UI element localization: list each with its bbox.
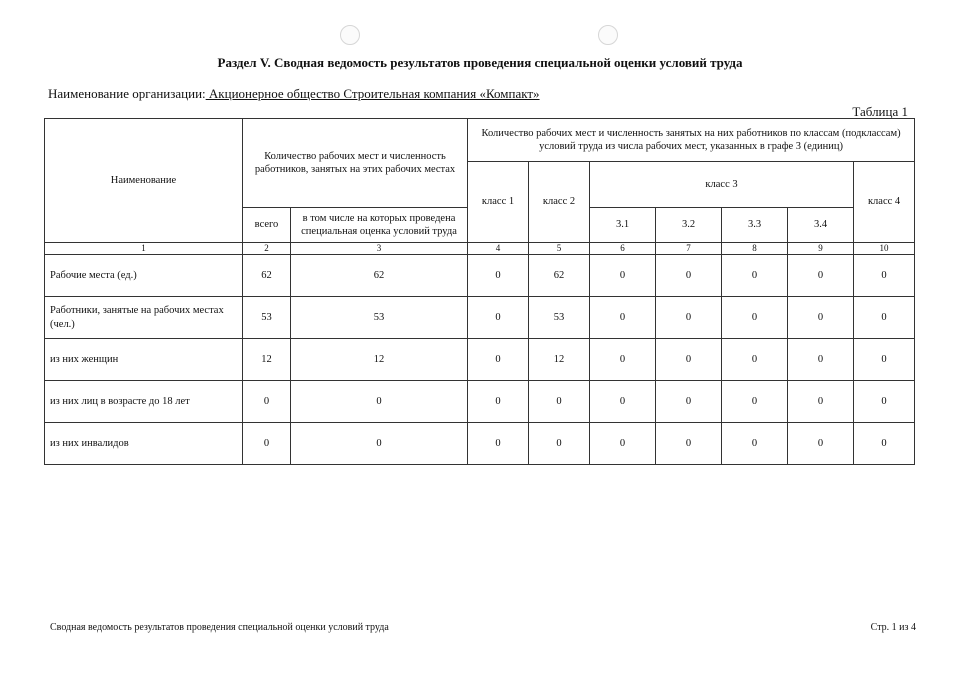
organization-name: Акционерное общество Строительная компания «Компакт» <box>205 86 540 101</box>
summary-table <box>44 118 915 465</box>
organization-label: Наименование организации: <box>48 86 206 101</box>
header-group-a: Количество рабочих мест и численность работников, занятых на этих рабочих местах <box>243 119 468 208</box>
row-value: 0 <box>468 255 529 297</box>
table-row <box>45 297 915 339</box>
column-number: 2 <box>243 243 291 255</box>
row-value: 53 <box>529 297 590 339</box>
punch-hole-left <box>340 25 360 45</box>
table-row <box>45 423 915 465</box>
header-assessed: в том числе на которых проведена специальная оценка условий труда <box>291 208 468 243</box>
row-value: 0 <box>291 381 468 423</box>
row-value: 0 <box>788 339 854 381</box>
column-number: 4 <box>468 243 529 255</box>
section-title: Раздел V. Сводная ведомость результатов проведения специальной оценки условий труда <box>217 55 743 70</box>
row-value: 0 <box>468 297 529 339</box>
table-number: Таблица 1 <box>852 104 908 119</box>
row-value: 0 <box>590 381 656 423</box>
row-value: 0 <box>854 297 915 339</box>
row-value: 0 <box>722 255 788 297</box>
row-value: 0 <box>788 255 854 297</box>
row-name: из них инвалидов <box>45 423 243 465</box>
row-value: 0 <box>656 339 722 381</box>
column-number-row <box>45 243 915 255</box>
row-value: 12 <box>291 339 468 381</box>
row-value: 0 <box>854 339 915 381</box>
organization-line <box>48 86 540 102</box>
row-value: 0 <box>656 423 722 465</box>
header-total: всего <box>243 208 291 243</box>
header-group-b: Количество рабочих мест и численность занятых на них работников по классам (подклассам) условий труда из числа рабочих мест, указанных в графе 3 (единиц) <box>468 119 915 162</box>
row-value: 0 <box>722 339 788 381</box>
row-name: из них лиц в возрасте до 18 лет <box>45 381 243 423</box>
header-class4: класс 4 <box>854 162 915 243</box>
row-value: 0 <box>656 381 722 423</box>
row-value: 12 <box>529 339 590 381</box>
table-row <box>45 255 915 297</box>
header-class2: класс 2 <box>529 162 590 243</box>
header-name: Наименование <box>45 119 243 243</box>
row-value: 0 <box>656 255 722 297</box>
column-number: 1 <box>45 243 243 255</box>
row-value: 53 <box>243 297 291 339</box>
column-number: 6 <box>590 243 656 255</box>
row-value: 0 <box>788 297 854 339</box>
row-value: 0 <box>243 381 291 423</box>
row-value: 0 <box>788 381 854 423</box>
footer-document-title: Сводная ведомость результатов проведения специальной оценки условий труда <box>50 622 389 633</box>
row-value: 0 <box>722 297 788 339</box>
punch-hole-right <box>598 25 618 45</box>
header-class3-1: 3.1 <box>590 208 656 243</box>
row-value: 0 <box>854 381 915 423</box>
header-class3-2: 3.2 <box>656 208 722 243</box>
row-value: 62 <box>243 255 291 297</box>
header-class3-4: 3.4 <box>788 208 854 243</box>
column-number: 5 <box>529 243 590 255</box>
column-number: 9 <box>788 243 854 255</box>
row-name: Рабочие места (ед.) <box>45 255 243 297</box>
row-name: Работники, занятые на рабочих местах (чел.) <box>45 297 243 339</box>
row-value: 0 <box>722 423 788 465</box>
header-class1: класс 1 <box>468 162 529 243</box>
row-value: 0 <box>854 255 915 297</box>
row-value: 62 <box>291 255 468 297</box>
row-value: 0 <box>656 297 722 339</box>
row-value: 0 <box>788 423 854 465</box>
row-value: 0 <box>529 423 590 465</box>
row-value: 0 <box>854 423 915 465</box>
row-value: 0 <box>291 423 468 465</box>
row-value: 62 <box>529 255 590 297</box>
row-value: 0 <box>529 381 590 423</box>
row-value: 0 <box>590 297 656 339</box>
row-value: 0 <box>468 423 529 465</box>
column-number: 8 <box>722 243 788 255</box>
column-number: 7 <box>656 243 722 255</box>
column-number: 3 <box>291 243 468 255</box>
row-value: 0 <box>468 339 529 381</box>
row-value: 0 <box>590 339 656 381</box>
column-number: 10 <box>854 243 915 255</box>
row-value: 0 <box>590 423 656 465</box>
row-value: 12 <box>243 339 291 381</box>
row-value: 0 <box>468 381 529 423</box>
table-row <box>45 381 915 423</box>
row-value: 0 <box>722 381 788 423</box>
row-value: 0 <box>590 255 656 297</box>
table-row <box>45 339 915 381</box>
header-class3: класс 3 <box>590 162 854 208</box>
header-class3-3: 3.3 <box>722 208 788 243</box>
footer-page-number: Стр. 1 из 4 <box>870 622 916 633</box>
row-value: 53 <box>291 297 468 339</box>
row-name: из них женщин <box>45 339 243 381</box>
row-value: 0 <box>243 423 291 465</box>
